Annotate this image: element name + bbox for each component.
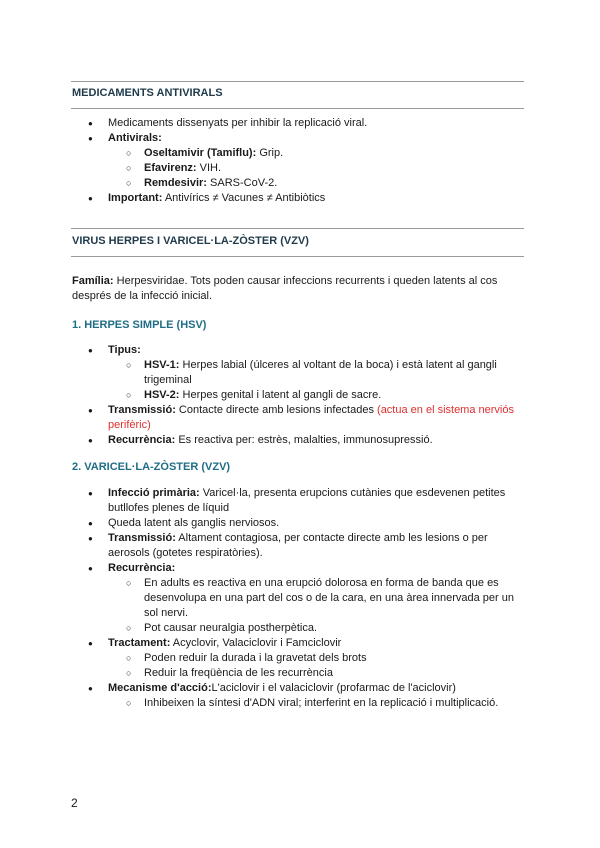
treatment-sublist <box>144 651 518 681</box>
heading-hsv: 1. HERPES SIMPLE (HSV) <box>72 319 207 331</box>
list-item: ○ Pot causar neuralgia postherpètica. <box>144 621 518 636</box>
list-item: ○ Oseltamivir (Tamiflu): Grip. <box>144 146 518 161</box>
antivirals-sublist <box>144 146 518 191</box>
list-item: ○ Remdesivir: SARS-CoV-2. <box>144 176 518 191</box>
list-item: ● Important: Antivírics ≠ Vacunes ≠ Antibiòtics <box>108 191 518 206</box>
list-item: ○ HSV-1: Herpes labial (úlceres al voltant de la boca) i està latent al gangli trigeminal <box>144 358 518 388</box>
page-number: 2 <box>71 796 78 810</box>
list-item: ● Transmissió: Contacte directe amb lesions infectades (actua en el sistema nerviós perifèric) <box>108 403 518 433</box>
hsv-list <box>108 343 518 448</box>
list-item: ○ En adults es reactiva en una erupció dolorosa en forma de banda que es desenvolupa en una part del cos o de la cara, en una àrea innervada per un sol nervi. <box>144 576 518 621</box>
mechanism-sublist <box>144 696 518 711</box>
divider <box>71 228 524 229</box>
list-item: ● Queda latent als ganglis nerviosos. <box>108 516 518 531</box>
section-title-herpes: VIRUS HERPES I VARICEL·LA-ZÒSTER (VZV) <box>72 235 309 247</box>
list-item: ● Recurrència: Es reactiva per: estrès, malalties, immunosupressió. <box>108 433 518 448</box>
hsv-types-sublist <box>144 358 518 403</box>
recurrence-sublist <box>144 576 518 636</box>
list-item: ● Tipus: ○ HSV-1: Herpes labial (úlceres al voltant de la boca) i està latent al gangli trigeminal ○ HSV-2: Herpes genital i latent al gangli de sacre. <box>108 343 518 403</box>
list-item: ● Recurrència: ○ En adults es reactiva en una erupció dolorosa en forma de banda que es desenvolupa en una part del cos o de la cara, en una àrea innervada per un sol nervi. ○ Pot causar neuralgia postherpètica. <box>108 561 518 636</box>
divider <box>71 108 524 109</box>
list-item: ● Medicaments dissenyats per inhibir la replicació viral. <box>108 116 518 131</box>
antivirals-list <box>108 116 518 206</box>
list-item: ○ HSV-2: Herpes genital i latent al gangli de sacre. <box>144 388 518 403</box>
list-item: ○ Efavirenz: VIH. <box>144 161 518 176</box>
list-item: ● Tractament: Acyclovir, Valaciclovir i Famciclovir ○ Poden reduir la durada i la gravetat dels brots ○ Reduir la freqüència de les recurrència <box>108 636 518 681</box>
list-item: ○ Poden reduir la durada i la gravetat dels brots <box>144 651 518 666</box>
list-item: ● Transmissió: Altament contagiosa, per contacte directe amb les lesions o per aerosols (gotetes respiratòries). <box>108 531 518 561</box>
family-paragraph: Família: Herpesviridae. Tots poden causar infeccions recurrents i queden latents al cos després de la infecció inicial. <box>72 275 498 302</box>
list-item: ● Antivirals: ○ Oseltamivir (Tamiflu): Grip. ○ Efavirenz: VIH. ○ Remdesivir: SARS-CoV-2. <box>108 131 518 191</box>
divider-top <box>71 81 524 82</box>
section-title-antivirals: MEDICAMENTS ANTIVIRALS <box>72 87 223 99</box>
list-item: ● Infecció primària: Varicel·la, presenta erupcions cutànies que esdevenen petites butllofes plenes de líquid <box>108 486 518 516</box>
divider <box>71 256 524 257</box>
heading-vzv: 2. VARICEL·LA-ZÒSTER (VZV) <box>72 461 231 473</box>
list-item: ○ Reduir la freqüència de les recurrència <box>144 666 518 681</box>
transmission-note: (actua en el sistema nerviós perifèric) <box>108 404 514 431</box>
vzv-list <box>108 486 518 711</box>
list-item: ○ Inhibeixen la síntesi d'ADN viral; interferint en la replicació i multiplicació. <box>144 696 518 711</box>
list-item: ● Mecanisme d'acció:L'aciclovir i el valaciclovir (profarmac de l'aciclovir) ○ Inhibeixen la síntesi d'ADN viral; interferint en la replicació i multiplicació. <box>108 681 518 711</box>
